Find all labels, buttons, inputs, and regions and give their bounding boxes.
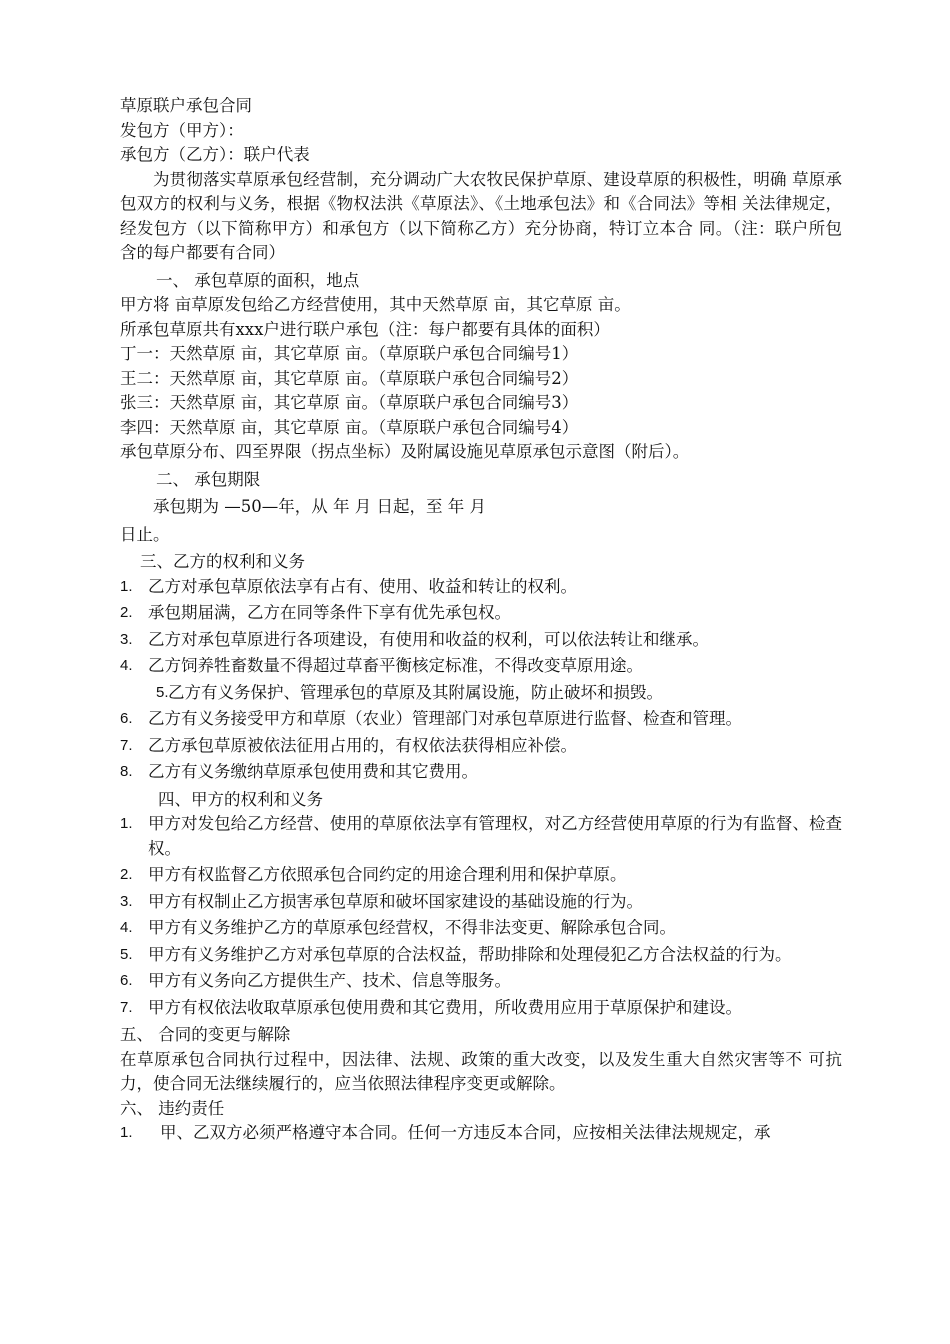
list-item: [120, 575, 842, 600]
list-item: [120, 943, 842, 968]
list-text: 甲方有权制止乙方损害承包草原和破坏国家建设的基础设施的行为。: [148, 891, 643, 911]
list-text: 甲方对发包给乙方经营、使用的草原依法享有管理权，对乙方经营使用草原的行为有监督、检查权。: [148, 814, 842, 858]
list-item: [120, 863, 842, 888]
list-item: [120, 1121, 842, 1146]
preamble-paragraph: 为贯彻落实草原承包经营制，充分调动广大农牧民保护草原、建设草原的积极性，明确 草原承包双方的权利与义务，根据《物权法洪《草原法》、《土地承包法》和《合同法》等相 关法律规定，经发包方（以下简称甲方）和承包方（以下简称乙方）充分协商，特订立本合 同。（注：联户所包含的每户都要有合同）: [120, 169, 842, 262]
list-item: [120, 996, 842, 1021]
list-item: [120, 734, 842, 759]
list-text: 乙方饲养牲畜数量不得超过草畜平衡核定标准，不得改变草原用途。: [148, 656, 643, 675]
section-2-heading: 二、 承包期限: [156, 469, 261, 489]
list-number: 3.: [120, 630, 133, 648]
list-number: 2.: [120, 604, 133, 621]
list-number: 1.: [120, 577, 133, 595]
document-page: [120, 94, 842, 1146]
section-1-heading: 一、 承包草原的面积，地点: [156, 270, 360, 290]
list-text: 乙方对承包草原进行各项建设，有使用和收益的权利，可以依法转让和继承。: [148, 629, 709, 649]
section-5-paragraph: 在草原承包合同执行过程中，因法律、法规、政策的重大改变，以及发生重大自然灾害等不 可抗力，使合同无法继续履行的，应当依照法律程序变更或解除。: [120, 1049, 842, 1093]
list-number: 4.: [120, 919, 133, 936]
list-number: 5.: [156, 683, 169, 701]
list-item: [120, 681, 842, 706]
list-text: 甲方有义务维护乙方的草原承包经营权，不得非法变更、解除承包合同。: [148, 918, 676, 937]
list-number: 7.: [120, 998, 133, 1016]
list-number: 8.: [120, 763, 133, 780]
party-b-line: 承包方（乙方）：联户代表: [120, 145, 310, 164]
section-1-household-line: 王二：天然草原 亩，其它草原 亩。（草原联户承包合同编号2）: [120, 368, 579, 388]
section-1-line: 承包草原分布、四至界限（拐点坐标）及附属设施见草原承包示意图（附后）。: [120, 442, 690, 461]
contract-title: 草原联户承包合同: [120, 96, 252, 115]
list-item: [120, 654, 842, 679]
list-text: 甲方有义务维护乙方对承包草原的合法权益，帮助排除和处理侵犯乙方合法权益的行为。: [148, 944, 792, 964]
list-number: 4.: [120, 657, 133, 674]
list-item: [120, 890, 842, 915]
list-item: [120, 812, 842, 861]
list-item: [120, 969, 842, 994]
section-1-line: 甲方将 亩草原发包给乙方经营使用，其中天然草原 亩，其它草原 亩。: [120, 295, 631, 314]
section-2-line: 日止。: [120, 524, 170, 544]
list-text: 乙方有义务接受甲方和草原（农业）管理部门对承包草原进行监督、检查和管理。: [148, 709, 742, 728]
section-6-heading: 六、 违约责任: [120, 1098, 225, 1118]
section-3-list: [120, 575, 842, 785]
list-number: 1.: [120, 1124, 133, 1141]
list-text: 承包期届满，乙方在同等条件下享有优先承包权。: [148, 603, 511, 622]
list-number: 3.: [120, 892, 133, 910]
list-text: 甲方有权依法收取草原承包使用费和其它费用，所收费用应用于草原保护和建设。: [148, 997, 742, 1017]
section-2-line: 承包期为 —50—年，从 年 月 日起，至 年 月: [153, 497, 486, 516]
section-5-heading: 五、 合同的变更与解除: [120, 1025, 291, 1044]
party-a-line: 发包方（甲方）：: [120, 120, 244, 140]
list-text: 甲、乙双方必须严格遵守本合同。任何一方违反本合同，应按相关法律法规规定，承: [160, 1123, 771, 1142]
section-1-line: 所承包草原共有xxx户进行联户承包（注：每户都要有具体的面积）: [120, 319, 610, 339]
list-number: 7.: [120, 736, 133, 754]
list-number: 1.: [120, 815, 133, 832]
list-text: 乙方有义务保护、管理承包的草原及其附属设施，防止破坏和损毁。: [168, 682, 663, 702]
section-1-household-line: 张三：天然草原 亩，其它草原 亩。（草原联户承包合同编号3）: [120, 393, 579, 412]
list-item: [120, 707, 842, 732]
list-item: [120, 760, 842, 785]
list-number: 5.: [120, 945, 133, 963]
list-text: 乙方对承包草原依法享有占有、使用、收益和转让的权利。: [148, 576, 577, 596]
list-item: [120, 601, 842, 626]
section-4-heading: 四、甲方的权利和义务: [158, 789, 323, 809]
list-text: 乙方承包草原被依法征用占用的，有权依法获得相应补偿。: [148, 735, 577, 755]
section-3-heading: 三、乙方的权利和义务: [140, 552, 305, 571]
list-text: 乙方有义务缴纳草原承包使用费和其它费用。: [148, 762, 478, 781]
section-1-household-line: 李四：天然草原 亩，其它草原 亩。（草原联户承包合同编号4）: [120, 417, 579, 437]
section-6-list: [120, 1121, 842, 1146]
list-text: 甲方有权监督乙方依照承包合同约定的用途合理利用和保护草原。: [148, 865, 627, 884]
list-text: 甲方有义务向乙方提供生产、技术、信息等服务。: [148, 971, 511, 990]
list-number: 6.: [120, 972, 133, 989]
section-4-list: [120, 812, 842, 1020]
list-item: [120, 628, 842, 653]
list-item: [120, 916, 842, 941]
list-number: 6.: [120, 710, 133, 727]
list-number: 2.: [120, 866, 133, 883]
section-1-household-line: 丁一：天然草原 亩，其它草原 亩。（草原联户承包合同编号1）: [120, 344, 579, 363]
